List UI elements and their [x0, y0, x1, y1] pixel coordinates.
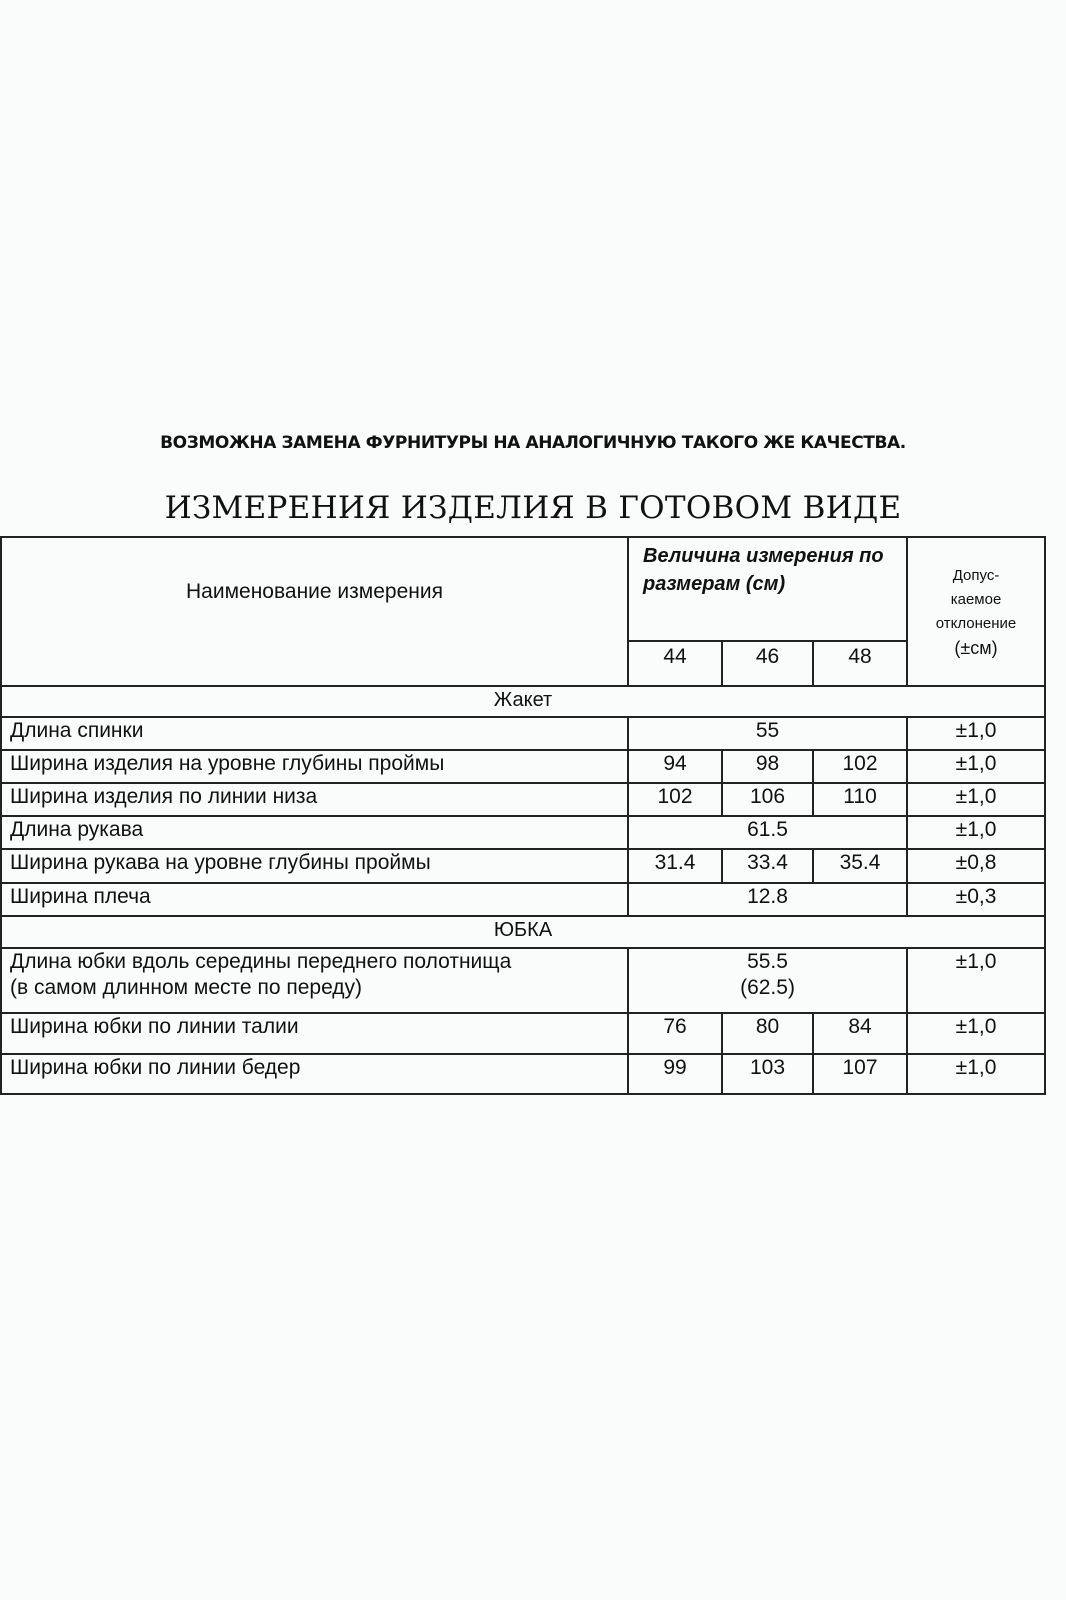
- measure-value-48: 35.4: [813, 849, 907, 883]
- table-row: [1, 948, 1045, 1013]
- measure-name: Ширина юбки по линии талии: [1, 1013, 628, 1054]
- measure-name: Ширина изделия на уровне глубины проймы: [1, 750, 628, 783]
- header-tolerance-cell: [907, 537, 1045, 686]
- header-tolerance-line2: каемое: [950, 590, 1002, 608]
- measure-value: 12.8: [628, 883, 907, 916]
- measure-tolerance: ±1,0: [907, 948, 1045, 1013]
- measure-value-44: 102: [628, 783, 722, 816]
- measure-value: [628, 948, 907, 1013]
- measure-value-44: 31.4: [628, 849, 722, 883]
- header-value-line1: Величина измерения по: [643, 545, 884, 567]
- table-row: [1, 816, 1045, 849]
- measure-value-44: 99: [628, 1054, 722, 1094]
- table-row: [1, 717, 1045, 750]
- measure-value-46: 33.4: [722, 849, 813, 883]
- measure-value: 55: [628, 717, 907, 750]
- page-title: ИЗМЕРЕНИЯ ИЗДЕЛИЯ В ГОТОВОМ ВИДЕ: [164, 490, 902, 526]
- measure-tolerance: ±1,0: [907, 750, 1045, 783]
- header-name-cell: [1, 537, 628, 686]
- measure-name: Ширина юбки по линии бедер: [1, 1054, 628, 1094]
- table-row: [1, 783, 1045, 816]
- header-tolerance-line4: (±см): [954, 637, 998, 658]
- section-label: Жакет: [1, 686, 1045, 717]
- measure-tolerance: ±1,0: [907, 783, 1045, 816]
- table-row: [1, 750, 1045, 783]
- measure-tolerance: ±1,0: [907, 1054, 1045, 1094]
- size-48: 48: [813, 641, 907, 686]
- header-name: Наименование измерения: [186, 579, 443, 603]
- measure-value-46: 106: [722, 783, 813, 816]
- measure-tolerance: ±1,0: [907, 816, 1045, 849]
- size-46: 46: [722, 641, 813, 686]
- measure-tolerance: ±0,8: [907, 849, 1045, 883]
- size-44: 44: [628, 641, 722, 686]
- measure-value-48: 84: [813, 1013, 907, 1054]
- measure-tolerance: ±0,3: [907, 883, 1045, 916]
- header-row: [1, 537, 1045, 641]
- measure-name: Ширина изделия по линии низа: [1, 783, 628, 816]
- measure-value: 61.5: [628, 816, 907, 849]
- measure-value-48: 107: [813, 1054, 907, 1094]
- table-row: [1, 1013, 1045, 1054]
- measure-value-46: 80: [722, 1013, 813, 1054]
- replacement-notice: ВОЗМОЖНА ЗАМЕНА ФУРНИТУРЫ НА АНАЛОГИЧНУЮ ТАКОГО ЖЕ КАЧЕСТВА.: [160, 433, 906, 453]
- measure-value-44: 76: [628, 1013, 722, 1054]
- measure-name: Ширина рукава на уровне глубины проймы: [1, 849, 628, 883]
- measure-name: Длина спинки: [1, 717, 628, 750]
- header-value-cell: [628, 537, 907, 641]
- section-row-jacket: [1, 686, 1045, 717]
- measure-name: [1, 948, 628, 1013]
- table-row: [1, 883, 1045, 916]
- measure-value-46: 103: [722, 1054, 813, 1094]
- measure-tolerance: ±1,0: [907, 1013, 1045, 1054]
- measure-name-line2: (в самом длинном месте по переду): [10, 976, 363, 999]
- measure-name-line1: Длина юбки вдоль середины переднего полотнища: [10, 950, 512, 973]
- measurements-table: [0, 536, 1046, 1095]
- measure-tolerance: ±1,0: [907, 717, 1045, 750]
- header-tolerance-line3: отклонение: [935, 614, 1017, 632]
- measure-value-line1: 55.5: [747, 950, 788, 973]
- header-value-line2: размерам (см): [643, 573, 786, 595]
- header-tolerance-line1: Допус-: [952, 566, 1000, 584]
- measure-value-46: 98: [722, 750, 813, 783]
- measure-value-48: 102: [813, 750, 907, 783]
- measure-name: Ширина плеча: [1, 883, 628, 916]
- measure-value-48: 110: [813, 783, 907, 816]
- table-row: [1, 849, 1045, 883]
- measure-value-44: 94: [628, 750, 722, 783]
- table-row: [1, 1054, 1045, 1094]
- measure-value-line2: (62.5): [740, 976, 795, 999]
- section-row-skirt: [1, 916, 1045, 948]
- measure-name: Длина рукава: [1, 816, 628, 849]
- section-label: ЮБКА: [1, 916, 1045, 948]
